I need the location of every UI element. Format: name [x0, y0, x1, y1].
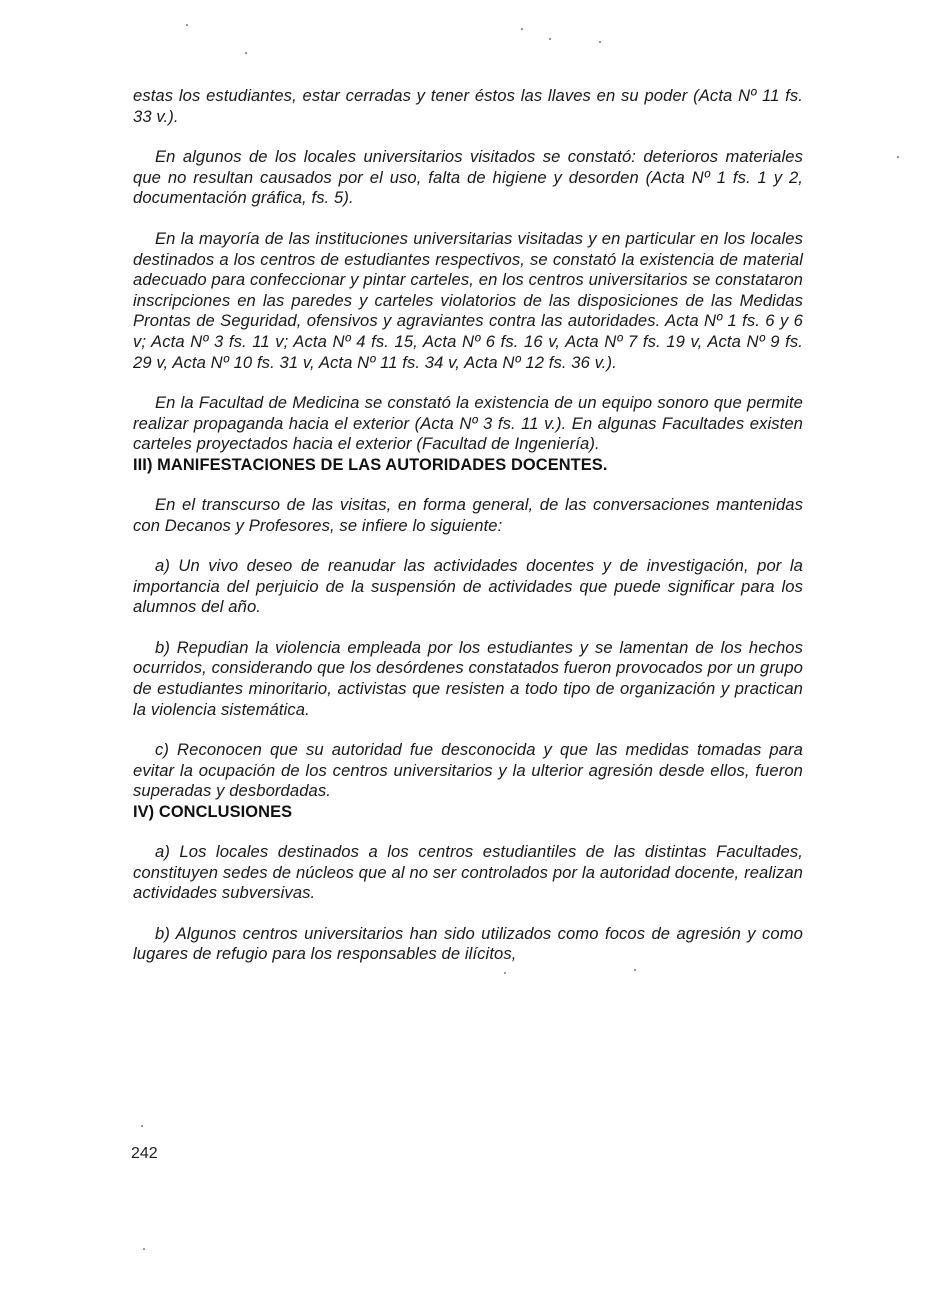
scan-speck — [186, 24, 188, 26]
paragraph-medicina: En la Facultad de Medicina se constató la existencia de un equipo sonoro que permite realizar propaganda hacia el exterior (Acta Nº 3 fs. 11 v.). En algunas Facultades existen carteles proyectados hacia el exterior (Facultad de Ingeniería). — [133, 393, 803, 454]
scan-speck — [504, 972, 506, 974]
scan-speck — [599, 41, 601, 43]
document-page — [133, 86, 803, 965]
paragraph-deterioros: En algunos de los locales universitarios visitados se constató: deterioros materiales que no resultan causados por el uso, falta de higiene y desorden (Acta Nº 1 fs. 1 y 2, documentación gráfica, fs. 5). — [133, 147, 803, 208]
conclusion-b-centros: b) Algunos centros universitarios han sido utilizados como focos de agresión y como lugares de refugio para los responsables de ilícitos, — [133, 923, 803, 964]
scan-speck — [897, 156, 899, 158]
scan-speck — [141, 1125, 143, 1127]
list-item-c-autoridad: c) Reconocen que su autoridad fue desconocida y que las medidas tomadas para evitar la ocupación de los centros universitarios y la ulterior agresión desde ellos, fueron superadas y desbordadas. — [133, 740, 803, 801]
scan-speck — [549, 38, 551, 40]
paragraph-continuation: estas los estudiantes, estar cerradas y tener éstos las llaves en su poder (Acta Nº 11 fs. 33 v.). — [133, 86, 803, 126]
scan-speck — [634, 969, 636, 971]
scan-speck — [521, 28, 523, 30]
scan-speck — [245, 52, 247, 54]
scan-speck — [143, 1248, 145, 1250]
page-number: 242 — [131, 1145, 158, 1162]
section-heading-iii: III) MANIFESTACIONES DE LAS AUTORIDADES DOCENTES. — [133, 455, 608, 474]
list-item-b-violencia: b) Repudian la violencia empleada por los estudiantes y se lamentan de los hechos ocurridos, considerando que los desórdenes constatados fueron provocados por un grupo de estudiantes minoritario, activistas que resisten a todo tipo de organización y practican la violencia sistemática. — [133, 637, 803, 719]
conclusion-a-locales: a) Los locales destinados a los centros estudiantiles de las distintas Facultades, constituyen sedes de núcleos que al no ser controlados por la autoridad docente, realizan actividades subversivas. — [133, 842, 803, 903]
section-heading-iv: IV) CONCLUSIONES — [133, 803, 293, 822]
paragraph-transcurso: En el transcurso de las visitas, en forma general, de las conversaciones mantenidas con Decanos y Profesores, se infiere lo siguiente: — [133, 494, 803, 535]
paragraph-carteles: En la mayoría de las instituciones universitarias visitadas y en particular en los locales destinados a los centros de estudiantes respectivos, se constató la existencia de material adecuado para confeccionar y pintar carteles, en los centros universitarios se constataron inscripciones en las paredes y carteles violatorios de las disposiciones de las Medidas Prontas de Seguridad, ofensivos y agraviantes contra las autoridades. Acta Nº 1 fs. 6 y 6 v; Acta Nº 3 fs. 11 v; Acta Nº 4 fs. 15, Acta Nº 6 fs. 16 v, Acta Nº 7 fs. 19 v, Acta Nº 9 fs. 29 v, Acta Nº 10 fs. 31 v, Acta Nº 11 fs. 34 v, Acta Nº 12 fs. 36 v.). — [133, 228, 803, 372]
list-item-a-deseo: a) Un vivo deseo de reanudar las actividades docentes y de investigación, por la importancia del perjuicio de la suspensión de actividades que puede significar para los alumnos del año. — [133, 556, 803, 617]
